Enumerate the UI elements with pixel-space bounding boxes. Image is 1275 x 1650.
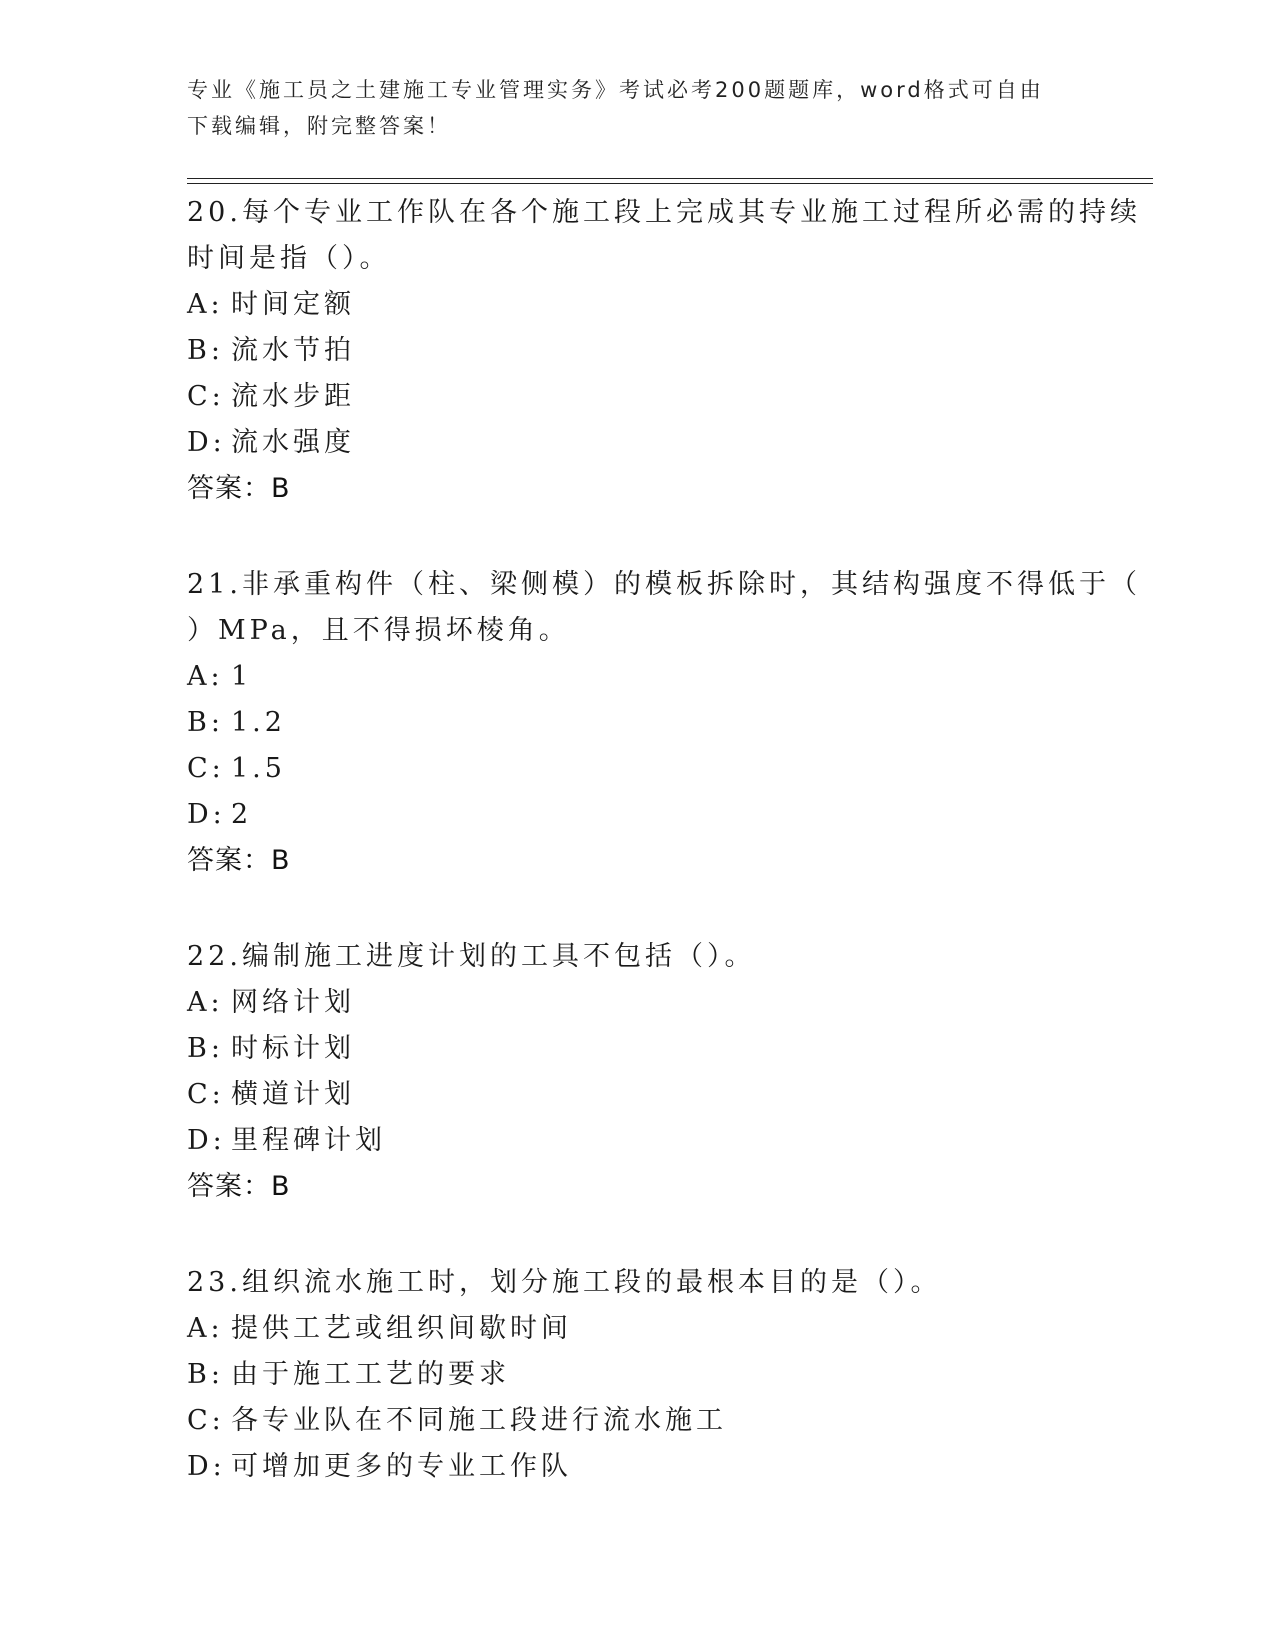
answer-line: 答案：B [187, 473, 291, 504]
question-text-line [187, 1260, 1087, 1306]
option-key: C: [187, 1405, 225, 1436]
question-text-line [187, 562, 1141, 608]
option-text: 由于施工工艺的要求 [231, 1359, 510, 1390]
option-text: 里程碑计划 [231, 1125, 386, 1156]
question-stem-line: 时间是指（）。 [187, 243, 391, 274]
question-stem-line: ）MPa，且不得损坏棱角。 [187, 615, 570, 646]
option-a [187, 654, 1087, 700]
option-text: 网络计划 [231, 987, 355, 1018]
answer-line: 答案：B [187, 845, 291, 876]
question-text-line [187, 190, 1141, 236]
option-text: 流水步距 [231, 381, 355, 412]
question-text [187, 934, 1087, 980]
header-line-1: 专业《施工员之土建施工专业管理实务》考试必考200题题库，word格式可自由 [187, 78, 1044, 102]
option-key: A: [187, 289, 224, 320]
option-c [187, 1072, 1087, 1118]
option-key: C: [187, 753, 225, 784]
header-divider-top [187, 178, 1153, 179]
option-a [187, 1306, 1087, 1352]
question-list [187, 190, 1141, 1540]
question-text-line [187, 934, 1087, 980]
option-key: A: [187, 987, 224, 1018]
option-d [187, 420, 1087, 466]
question-20 [187, 190, 1141, 512]
answer-line: 答案：B [187, 1171, 291, 1202]
option-key: C: [187, 1079, 225, 1110]
question-stem-line: 每个专业工作队在各个施工段上完成其专业施工过程所必需的持续 [241, 197, 1141, 228]
question-number: 20. [187, 197, 242, 228]
option-text: 1.5 [231, 753, 286, 784]
header-divider-bottom [187, 183, 1153, 184]
option-key: D: [187, 1451, 226, 1482]
question-number: 22. [187, 941, 242, 972]
question-number: 23. [187, 1267, 242, 1298]
option-key: D: [187, 1125, 226, 1156]
option-text: 可增加更多的专业工作队 [231, 1451, 572, 1482]
question-stem-line: 组织流水施工时，划分施工段的最根本目的是（）。 [241, 1267, 942, 1298]
question-22 [187, 934, 1087, 1210]
question-23 [187, 1260, 1087, 1490]
option-text: 1 [231, 661, 253, 692]
option-d [187, 1444, 1087, 1490]
option-text: 2 [231, 799, 253, 830]
option-text: 横道计划 [231, 1079, 355, 1110]
option-text: 流水强度 [231, 427, 355, 458]
question-stem-line: 非承重构件（柱、梁侧模）的模板拆除时，其结构强度不得低于（ [241, 569, 1141, 600]
question-text [187, 190, 1141, 282]
option-b [187, 1026, 1087, 1072]
option-c [187, 1398, 1087, 1444]
option-c [187, 746, 1087, 792]
option-text: 1.2 [231, 707, 286, 738]
option-key: B: [187, 1359, 224, 1390]
question-text [187, 562, 1141, 654]
option-b [187, 1352, 1087, 1398]
option-key: C: [187, 381, 225, 412]
option-c [187, 374, 1087, 420]
option-text: 提供工艺或组织间歇时间 [231, 1313, 572, 1344]
document-header [187, 72, 1087, 144]
option-key: B: [187, 335, 224, 366]
option-key: D: [187, 799, 226, 830]
option-text: 时标计划 [231, 1033, 355, 1064]
header-line-2: 下载编辑，附完整答案！ [187, 114, 451, 138]
option-key: B: [187, 1033, 224, 1064]
option-key: A: [187, 661, 224, 692]
option-a [187, 282, 1087, 328]
option-d [187, 1118, 1087, 1164]
option-text: 各专业队在不同施工段进行流水施工 [231, 1405, 727, 1436]
option-key: A: [187, 1313, 224, 1344]
option-text: 流水节拍 [231, 335, 355, 366]
option-text: 时间定额 [231, 289, 355, 320]
option-key: B: [187, 707, 224, 738]
option-a [187, 980, 1087, 1026]
question-text [187, 1260, 1087, 1306]
question-number: 21. [187, 569, 242, 600]
question-stem-line: 编制施工进度计划的工具不包括（）。 [241, 941, 756, 972]
option-b [187, 700, 1087, 746]
question-21 [187, 562, 1141, 884]
option-b [187, 328, 1087, 374]
option-d [187, 792, 1087, 838]
option-key: D: [187, 427, 226, 458]
